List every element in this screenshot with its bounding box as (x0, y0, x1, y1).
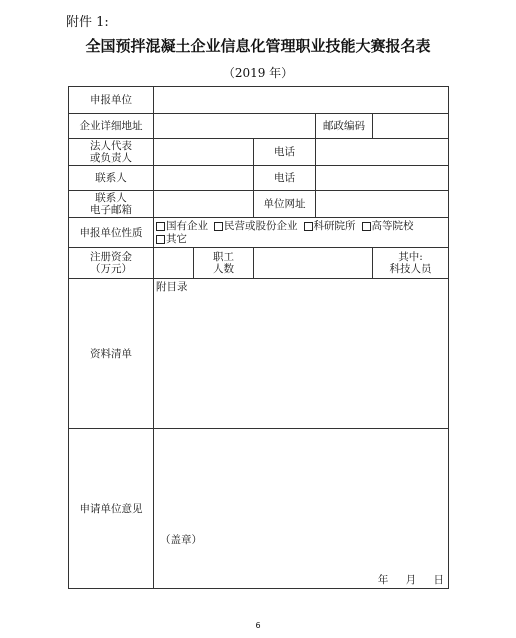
unit-type-option-label: 民营或股份企业 (224, 220, 298, 232)
row-legal-rep (69, 139, 449, 166)
legal-rep-field[interactable] (154, 139, 254, 166)
website-label: 单位网址 (254, 191, 316, 218)
registered-capital-label (69, 248, 154, 279)
applicant-unit-field[interactable] (154, 87, 449, 114)
contact-email-label-line1: 联系人 (95, 192, 127, 204)
opinion-label: 申请单位意见 (69, 429, 154, 589)
applicant-unit-label: 申报单位 (69, 87, 154, 114)
row-capital (69, 248, 449, 279)
employees-label-line1: 职工 (213, 251, 234, 263)
checkbox-icon (362, 222, 371, 231)
row-contact (69, 166, 449, 191)
attachment-label: 附件 1: (66, 15, 109, 30)
materials-list-label: 资料清单 (69, 279, 154, 429)
checkbox-icon (156, 222, 165, 231)
company-address-field[interactable] (154, 114, 316, 139)
tech-staff-cell[interactable] (373, 248, 449, 279)
unit-type-option-label: 科研院所 (313, 220, 356, 232)
employees-field[interactable] (254, 248, 373, 279)
employees-label-line2: 人数 (213, 263, 234, 275)
opinion-field[interactable] (154, 429, 449, 589)
unit-type-option-private[interactable] (214, 220, 298, 232)
tech-staff-label-line2: 科技人员 (389, 263, 432, 275)
unit-type-option-research[interactable] (304, 220, 356, 232)
legal-rep-label-line2: 或负责人 (90, 152, 132, 164)
company-address-label: 企业详细地址 (69, 114, 154, 139)
legal-rep-label-line1: 法人代表 (90, 140, 132, 152)
row-email (69, 191, 449, 218)
unit-type-option-state-owned[interactable] (156, 220, 208, 232)
unit-type-options (154, 218, 449, 248)
row-applicant-unit (69, 87, 449, 114)
contact-label: 联系人 (69, 166, 154, 191)
registered-capital-label-line2: （万元） (90, 263, 132, 275)
contact-phone-label: 电话 (254, 166, 316, 191)
unit-type-option-label: 国有企业 (166, 220, 208, 232)
row-materials (69, 279, 449, 429)
contact-email-label-line2: 电子邮箱 (90, 204, 132, 216)
row-address (69, 114, 449, 139)
row-opinion (69, 429, 449, 589)
row-unit-type (69, 218, 449, 248)
unit-type-option-label: 高等院校 (371, 220, 414, 232)
registered-capital-label-line1: 注册资金 (90, 251, 132, 263)
materials-list-field[interactable] (154, 279, 449, 429)
postal-code-label: 邮政编码 (316, 114, 373, 139)
checkbox-icon (214, 222, 223, 231)
contact-phone-field[interactable] (316, 166, 449, 191)
form-year: （2019 年） (222, 66, 294, 80)
website-field[interactable] (316, 191, 449, 218)
postal-code-field[interactable] (373, 114, 449, 139)
registration-table (68, 86, 449, 589)
attached-catalog-text: 附目录 (156, 281, 188, 293)
date-text: 年 月 日 (377, 574, 444, 586)
unit-type-option-other[interactable] (156, 233, 187, 245)
contact-field[interactable] (154, 166, 254, 191)
seal-text: （盖章） (160, 534, 202, 546)
unit-type-option-university[interactable] (362, 220, 414, 232)
checkbox-icon (156, 235, 165, 244)
contact-email-field[interactable] (154, 191, 254, 218)
contact-email-label (69, 191, 154, 218)
tech-staff-label-line1: 其中: (398, 251, 423, 263)
checkbox-icon (304, 222, 313, 231)
form-title: 全国预拌混凝土企业信息化管理职业技能大赛报名表 (85, 37, 431, 55)
unit-type-label: 申报单位性质 (69, 218, 154, 248)
employees-label (194, 248, 254, 279)
registered-capital-field[interactable] (154, 248, 194, 279)
legal-rep-phone-label: 电话 (254, 139, 316, 166)
legal-rep-label (69, 139, 154, 166)
unit-type-option-label: 其它 (166, 233, 187, 245)
legal-rep-phone-field[interactable] (316, 139, 449, 166)
page-number: 6 (255, 621, 261, 630)
